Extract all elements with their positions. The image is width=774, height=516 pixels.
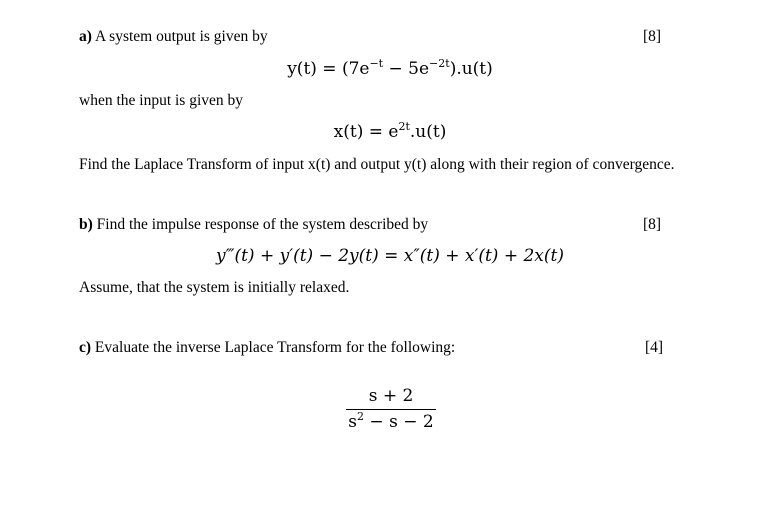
transfer-fraction <box>346 386 436 432</box>
output-eq-exp2: −2t <box>429 57 450 70</box>
part-a-heading <box>79 27 268 47</box>
when-text: when the input is given by <box>79 92 244 109</box>
fraction-numerator: s + 2 <box>368 386 414 406</box>
part-a-task: Find the Laplace Transform of input x(t) and output y(t) along with their region of convergence. <box>79 156 675 173</box>
part-b-heading <box>79 215 428 235</box>
output-eq-lhs: y(t) = (7e <box>287 59 370 79</box>
output-eq-exp1: −t <box>369 57 384 70</box>
part-a-label: a) <box>79 28 92 45</box>
den-exp: 2 <box>357 410 365 423</box>
output-eq-mid: − 5e <box>383 59 430 79</box>
fraction-denominator <box>346 409 436 432</box>
part-b-prompt: Find the impulse response of the system described by <box>96 216 429 233</box>
den-base: s <box>348 412 358 432</box>
part-c-prompt: Evaluate the inverse Laplace Transform for the following: <box>94 339 456 356</box>
part-b-assumption: Assume, that the system is initially relaxed. <box>79 279 350 296</box>
part-b-label: b) <box>79 216 93 233</box>
output-equation <box>250 58 530 80</box>
output-eq-rhs: ).u(t) <box>449 59 493 79</box>
den-rest: − s − 2 <box>364 412 434 432</box>
input-eq-lhs: x(t) = e <box>333 122 399 142</box>
differential-equation: y‴(t) + y′(t) − 2y(t) = x″(t) + x′(t) + 2x(t) <box>216 246 564 266</box>
part-c-marks: [4] <box>645 339 664 356</box>
input-equation <box>290 121 490 143</box>
input-eq-exp: 2t <box>398 120 410 133</box>
part-c-label: c) <box>79 339 92 356</box>
part-a-marks: [8] <box>643 28 662 45</box>
part-a-prompt: A system output is given by <box>94 28 268 45</box>
part-b-marks: [8] <box>643 216 662 233</box>
input-eq-rhs: .u(t) <box>409 122 447 142</box>
part-c-heading <box>79 338 455 358</box>
